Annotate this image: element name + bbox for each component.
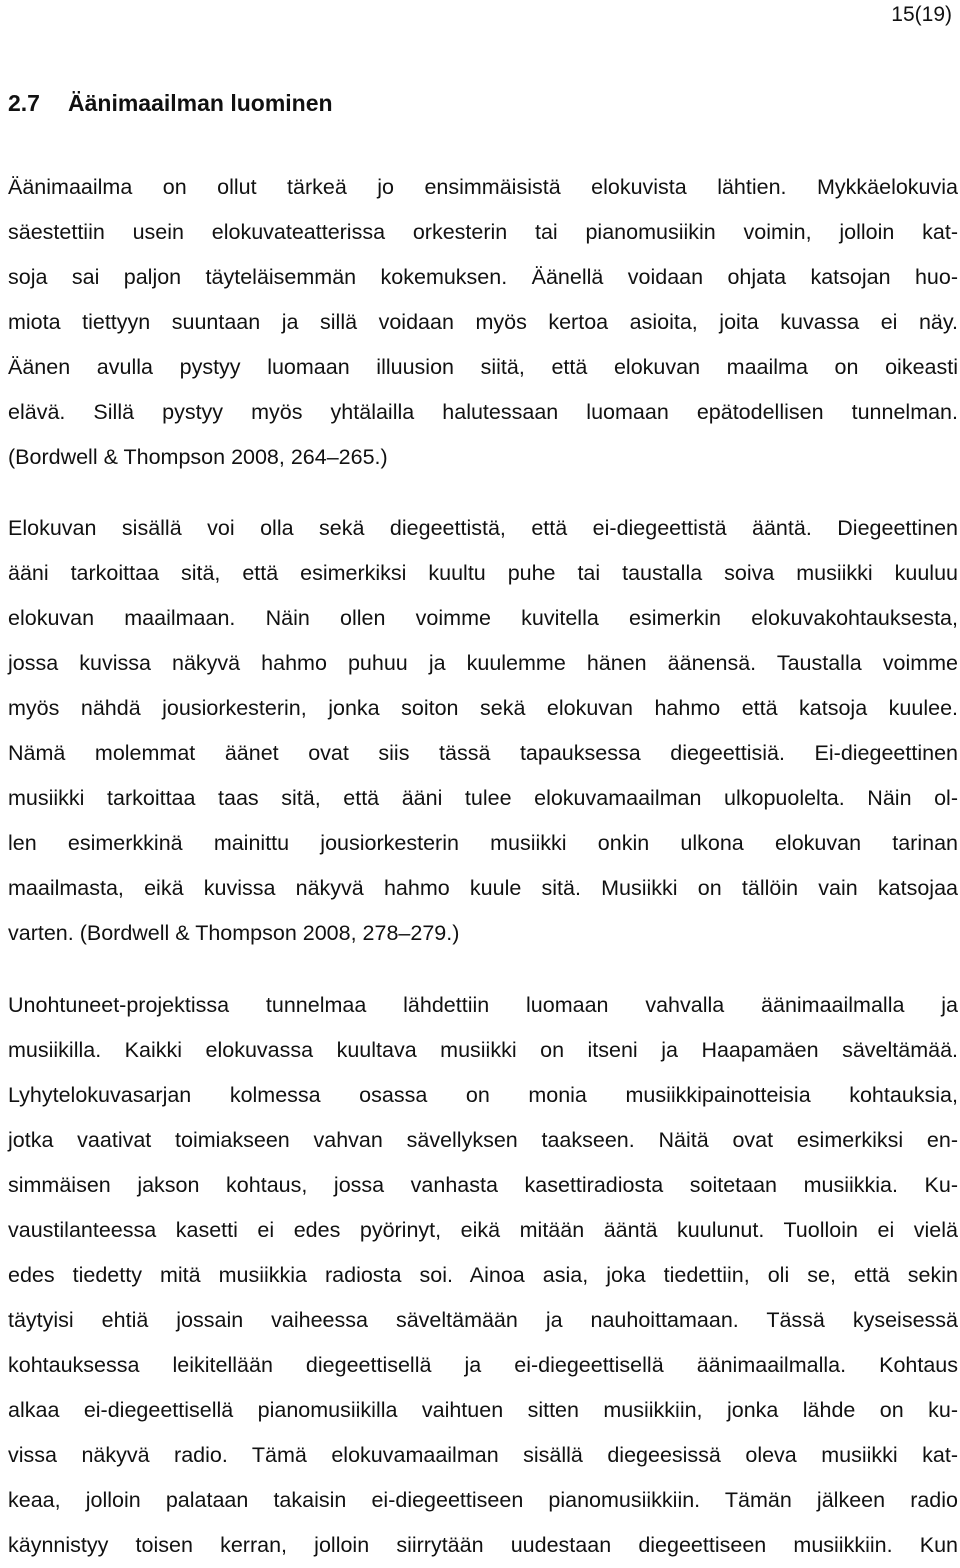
paragraph-diegetic-sound (8, 506, 958, 956)
text-line: täytyisi ehtiä jossain vaiheessa säveltämään ja nauhoittamaan. Tässä kyseisessä (8, 1308, 958, 1332)
paragraph-project-soundscape (8, 983, 958, 1568)
text-line: simmäisen jakson kohtaus, jossa vanhasta kasettiradiosta soitetaan musiikkia. Ku- (8, 1173, 958, 1197)
text-line: keaa, jolloin palataan takaisin ei-diegeettiseen pianomusiikkiin. Tämän jälkeen radio (8, 1488, 958, 1512)
text-line: edes tiedetty mitä musiikkia radiosta soi. Ainoa asia, joka tiedettiin, oli se, että sekin (8, 1263, 958, 1287)
page-number: 15(19) (891, 3, 952, 26)
text-line: Unohtuneet-projektissa tunnelmaa lähdettiin luomaan vahvalla äänimaailmalla ja (8, 993, 958, 1017)
text-line: Äänimaailma on ollut tärkeä jo ensimmäisistä elokuvista lähtien. Mykkäelokuvia (8, 175, 958, 199)
text-line: alkaa ei-diegeettisellä pianomusiikilla vaihtuen sitten musiikkiin, jonka lähde on ku- (8, 1398, 958, 1422)
section-number: 2.7 (8, 90, 40, 116)
text-line: musiikilla. Kaikki elokuvassa kuultava musiikki on itseni ja Haapamäen säveltämää. (8, 1038, 958, 1062)
text-line: käynnistyy toisen kerran, jolloin siirrytään uudestaan diegeettiseen musiikkiin. Kun (8, 1533, 958, 1557)
text-line: varten. (Bordwell & Thompson 2008, 278–279.) (8, 921, 460, 945)
section-title: Äänimaailman luominen (68, 90, 333, 116)
text-line: Äänen avulla pystyy luomaan illuusion siitä, että elokuvan maailma on oikeasti (8, 355, 958, 379)
text-line: vissa näkyvä radio. Tämä elokuvamaailman sisällä diegeesissä oleva musiikki kat- (8, 1443, 958, 1467)
text-line: säestettiin usein elokuvateatterissa orkesterin tai pianomusiikin voimin, jolloin kat- (8, 220, 958, 244)
text-line: len esimerkkinä mainittu jousiorkesterin musiikki onkin ulkona elokuvan tarinan (8, 831, 958, 855)
text-line: jossa kuvissa näkyvä hahmo puhuu ja kuulemme hänen äänensä. Taustalla voimme (8, 651, 958, 675)
text-line: elävä. Sillä pystyy myös yhtälailla halutessaan luomaan epätodellisen tunnelman. (8, 400, 958, 424)
text-line: vaustilanteessa kasetti ei edes pyörinyt, eikä mitään ääntä kuulunut. Tuolloin ei vielä (8, 1218, 958, 1242)
text-line: maailmasta, eikä kuvissa näkyvä hahmo kuule sitä. Musiikki on tällöin vain katsojaa (8, 876, 958, 900)
text-line: Nämä molemmat äänet ovat siis tässä tapauksessa diegeettisiä. Ei-diegeettinen (8, 741, 958, 765)
section-heading (8, 86, 333, 120)
text-line: myös nähdä jousiorkesterin, jonka soiton sekä elokuvan hahmo että katsoja kuulee. (8, 696, 958, 720)
text-line: (Bordwell & Thompson 2008, 264–265.) (8, 445, 388, 469)
text-line: elokuvan maailmaan. Näin ollen voimme kuvitella esimerkin elokuvakohtauksesta, (8, 606, 958, 630)
text-line: musiikki tarkoittaa taas sitä, että ääni tulee elokuvamaailman ulkopuolelta. Näin ol- (8, 786, 958, 810)
text-line: soja sai paljon täyteläisemmän kokemuksen. Äänellä voidaan ohjata katsojan huo- (8, 265, 958, 289)
text-line: ääni tarkoittaa sitä, että esimerkiksi kuultu puhe tai taustalla soiva musiikki kuuluu (8, 561, 958, 585)
text-line: Elokuvan sisällä voi olla sekä diegeettistä, että ei-diegeettistä ääntä. Diegeettinen (8, 516, 958, 540)
text-line: jotka vaativat toimiakseen vahvan sävellyksen taakseen. Näitä ovat esimerkiksi en- (8, 1128, 958, 1152)
text-line: kohtauksessa leikitellään diegeettisellä ja ei-diegeettisellä äänimaailmalla. Kohtaus (8, 1353, 958, 1377)
text-line: miota tiettyyn suuntaan ja sillä voidaan myös kertoa asioita, joita kuvassa ei näy. (8, 310, 958, 334)
text-line: Lyhytelokuvasarjan kolmessa osassa on monia musiikkipainotteisia kohtauksia, (8, 1083, 958, 1107)
paragraph-sound-history (8, 165, 958, 480)
